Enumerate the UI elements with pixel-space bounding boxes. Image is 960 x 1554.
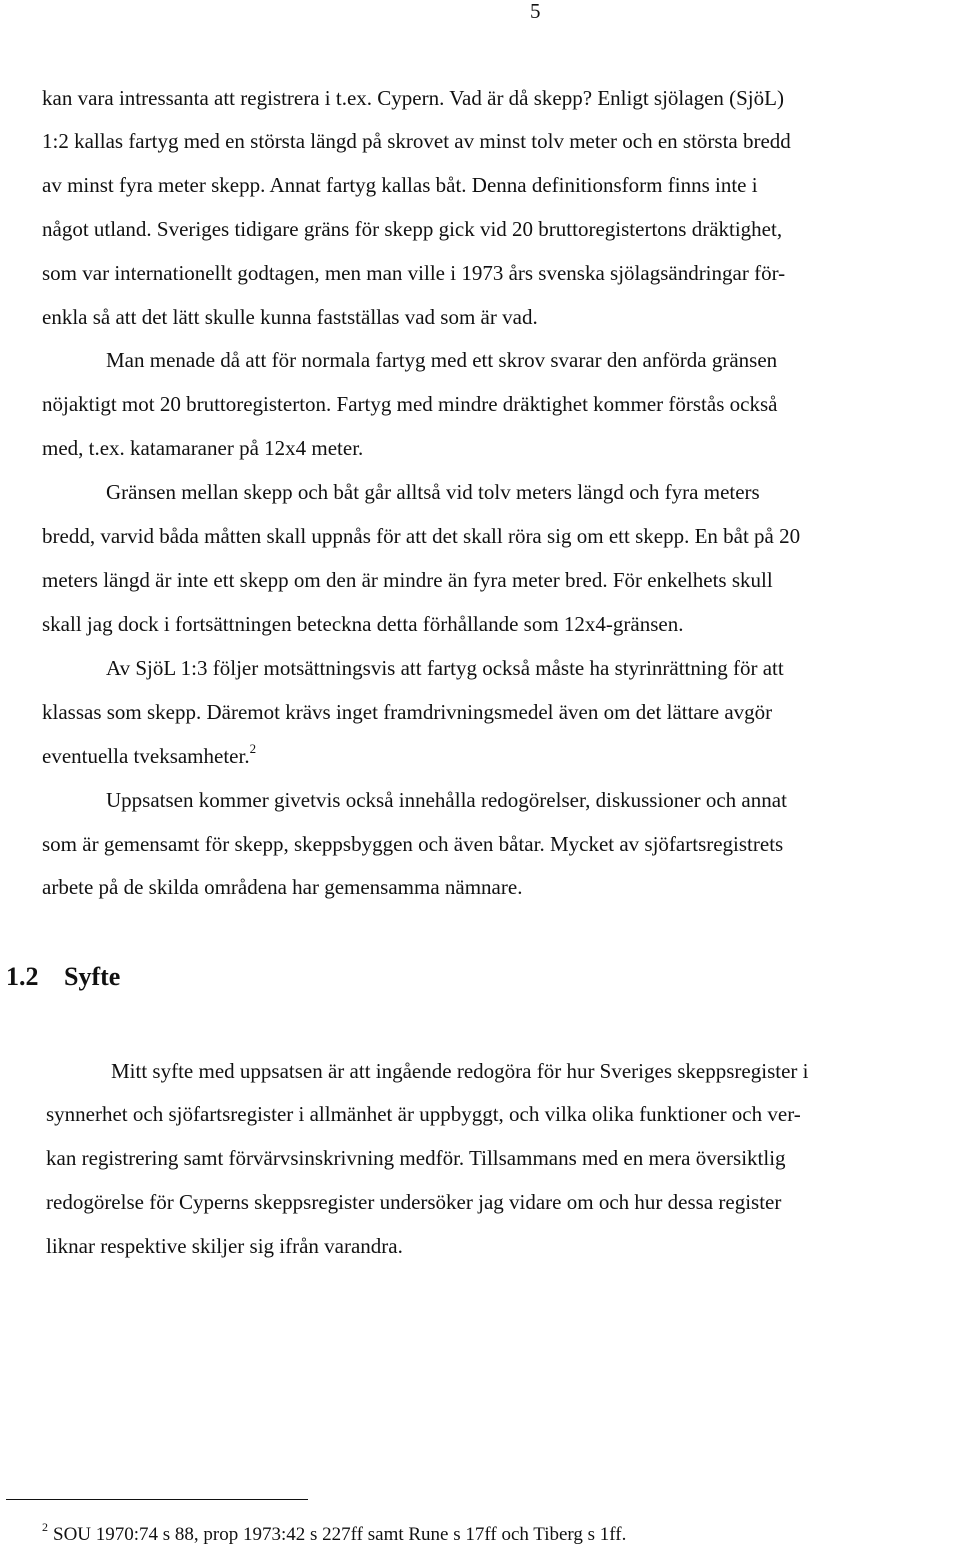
body-line: nöjaktigt mot 20 bruttoregisterton. Fartyg med mindre dräktighet kommer förstås också	[42, 392, 778, 416]
section-line: liknar respektive skiljer sig ifrån varandra.	[46, 1234, 403, 1258]
section-number: 1.2	[6, 962, 39, 991]
body-line: som är gemensamt för skepp, skeppsbyggen och även båtar. Mycket av sjöfartsregistrets	[42, 832, 784, 856]
section-title: Syfte	[64, 962, 121, 991]
section-line: redogörelse för Cyperns skeppsregister undersöker jag vidare om och hur dessa register	[46, 1190, 782, 1214]
body-line: klassas som skepp. Däremot krävs inget framdrivningsmedel även om det lättare avgör	[42, 700, 773, 724]
body-line: meters längd är inte ett skepp om den är mindre än fyra meter bred. För enkelhets skull	[42, 568, 773, 592]
section-heading	[6, 962, 120, 992]
footnote-mark: 2	[42, 1520, 48, 1534]
body-line: skall jag dock i fortsättningen beteckna detta förhållande som 12x4-gränsen.	[42, 612, 684, 636]
body-line: kan vara intressanta att registrera i t.ex. Cypern. Vad är då skepp? Enligt sjölagen (SjöL)	[42, 86, 784, 110]
body-line: Av SjöL 1:3 följer motsättningsvis att fartyg också måste ha styrinrättning för att	[106, 656, 784, 680]
body-line: med, t.ex. katamaraner på 12x4 meter.	[42, 436, 364, 460]
footnote-separator	[6, 1499, 308, 1500]
section-line: synnerhet och sjöfartsregister i allmänhet är uppbyggt, och vilka olika funktioner och ver-	[46, 1102, 801, 1126]
body-line: Man menade då att för normala fartyg med ett skrov svarar den anförda gränsen	[106, 348, 778, 372]
body-line: eventuella tveksamheter.	[42, 744, 250, 768]
body-line: som var internationellt godtagen, men man ville i 1973 års svenska sjölagsändringar för-	[42, 261, 786, 285]
footnote	[42, 1520, 627, 1548]
section-line: Mitt syfte med uppsatsen är att ingående redogöra för hur Sveriges skeppsregister i	[111, 1059, 809, 1083]
body-line: av minst fyra meter skepp. Annat fartyg kallas båt. Denna definitionsform finns inte i	[42, 173, 758, 197]
body-line: Uppsatsen kommer givetvis också innehålla redogörelser, diskussioner och annat	[106, 788, 787, 812]
body-line-with-footnote-ref	[42, 743, 256, 772]
body-line: enkla så att det lätt skulle kunna fastställas vad som är vad.	[42, 305, 538, 329]
body-line: Gränsen mellan skepp och båt går alltså vid tolv meters längd och fyra meters	[106, 480, 760, 504]
body-line: 1:2 kallas fartyg med en största längd på skrovet av minst tolv meter och en största bredd	[42, 129, 791, 153]
page-number: 5	[530, 0, 541, 23]
body-line: arbete på de skilda områdena har gemensamma nämnare.	[42, 875, 523, 899]
body-line: något utland. Sveriges tidigare gräns för skepp gick vid 20 bruttoregistertons dräktighet,	[42, 217, 783, 241]
body-line: bredd, varvid båda måtten skall uppnås för att det skall röra sig om ett skepp. En båt på 20	[42, 524, 801, 548]
section-line: kan registrering samt förvärvsinskrivning medför. Tillsammans med en mera översiktlig	[46, 1146, 786, 1170]
footnote-text: SOU 1970:74 s 88, prop 1973:42 s 227ff samt Rune s 17ff och Tiberg s 1ff.	[53, 1524, 627, 1545]
footnote-reference[interactable]: 2	[249, 741, 257, 756]
